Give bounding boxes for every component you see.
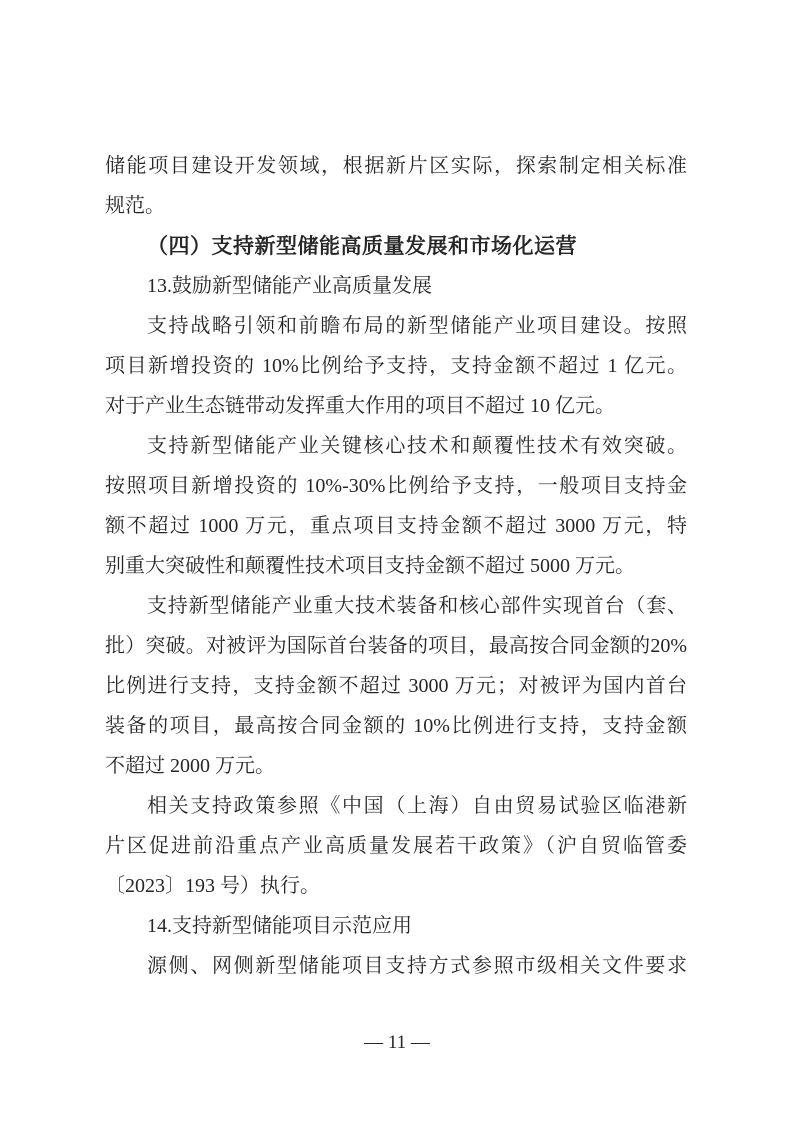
page-number: — 11 — [364, 1032, 430, 1053]
body-line: 别重大突破性和颠覆性技术项目支持金额不超过 5000 万元。 [105, 555, 635, 577]
subheading-line: 13.鼓励新型储能产业高质量发展 [147, 275, 432, 297]
heading-line: （四）支持新型储能高质量发展和市场化运营 [147, 234, 577, 258]
body-line: 对于产业生态链带动发挥重大作用的项目不超过 10 亿元。 [105, 395, 615, 417]
body-line: 装备的项目，最高按合同金额的 10%比例进行支持，支持金额 [105, 715, 687, 737]
body-line: 片区促进前沿重点产业高质量发展若干政策》（沪自贸临管委 [105, 835, 687, 857]
body-line: 规范。 [105, 195, 165, 217]
body-line: 储能项目建设开发领域，根据新片区实际，探索制定相关标准 [105, 155, 687, 177]
body-line: 支持新型储能产业重大技术装备和核心部件实现首台（套、 [147, 595, 687, 617]
body-line: 支持新型储能产业关键核心技术和颠覆性技术有效突破。 [147, 435, 687, 457]
body-line: 支持战略引领和前瞻布局的新型储能产业项目建设。按照 [147, 315, 687, 337]
body-line: 项目新增投资的 10%比例给予支持，支持金额不超过 1 亿元。 [105, 355, 687, 377]
body-line: 比例进行支持，支持金额不超过 3000 万元；对被评为国内首台 [105, 675, 687, 697]
subheading-line: 14.支持新型储能项目示范应用 [147, 915, 412, 937]
body-line: 〔2023〕193 号）执行。 [105, 875, 320, 897]
body-line: 不超过 2000 万元。 [105, 755, 275, 777]
body-line: 批）突破。对被评为国际首台装备的项目，最高按合同金额的20% [105, 635, 687, 657]
body-line: 源侧、网侧新型储能项目支持方式参照市级相关文件要求 [147, 955, 687, 977]
body-line: 额不超过 1000 万元，重点项目支持金额不超过 3000 万元，特 [105, 515, 687, 537]
document-body [105, 146, 687, 986]
body-line: 相关支持政策参照《中国（上海）自由贸易试验区临港新 [147, 795, 687, 817]
body-line: 按照项目新增投资的 10%-30%比例给予支持，一般项目支持金 [105, 475, 687, 497]
